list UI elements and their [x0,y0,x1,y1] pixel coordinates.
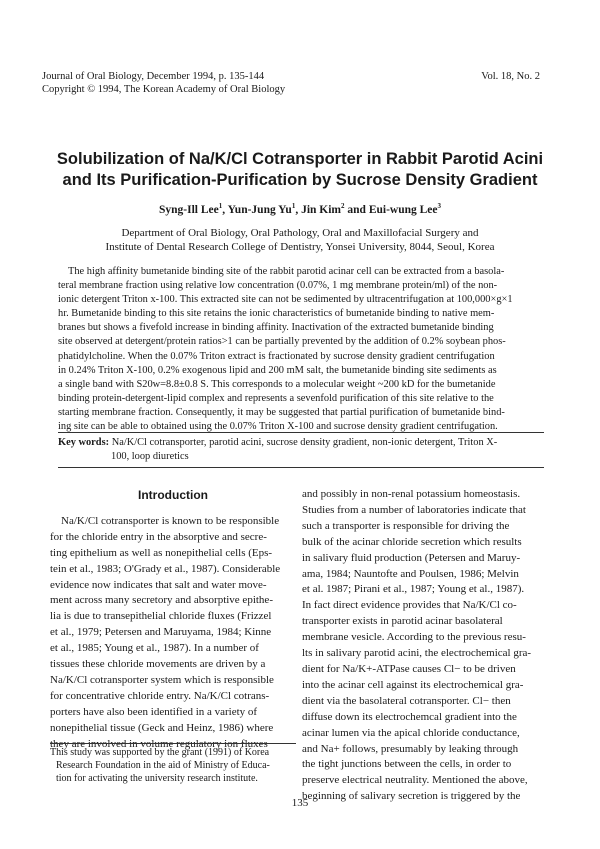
footnote [50,746,300,785]
journal-line: Journal of Oral Biology, December 1994, p. 135-144 [42,71,265,82]
footnote-line: Research Foundation in the aid of Ministry of Educa- [56,760,270,771]
abstract-line: phatidylcholine. When the 0.07% Triton extract is fractionated by sucrose density gradient centrifugation [58,350,495,362]
affiliations [0,226,600,254]
keywords-line-2: 100, loop diuretics [111,451,189,462]
affiliation-line-1: Department of Oral Biology, Oral Pathology, Oral and Maxillofacial Surgery and [121,227,479,239]
text-line: and Na+ follows, presumably by leaking through [302,742,519,755]
abstract-line: hr. Bumetanide binding to this site retains the ionic characteristics of bumetanide binding to native mem- [58,308,495,320]
abstract-line: in 0.24% Triton X-100, 0.2% exogenous lipid and 200 mM salt, the bumetanide binding site sediments as [58,364,497,376]
text-line: diffuse down its electrochemcal gradient into the [302,710,517,723]
text-line: such a transporter is responsible for driving the [302,519,510,532]
text-line: into the acinar cell against its electrochemical gra- [302,678,524,691]
text-line: lts in salivary parotid acini, the electrochemical gra- [302,647,532,660]
text-line: membrane vesicle. According to the previous resu- [302,631,526,644]
author: Jin Kim$^2$ [301,202,345,216]
abstract-line: ing site can be able to obtained using the 0.07% Triton X-100 and sucrose density gradient centrifugation. [58,421,498,433]
footnote-rule [50,743,296,744]
text-line: evidence now indicates that salt and water move- [50,578,267,591]
keywords-line-1: Na/K/Cl cotransporter, parotid acini, sucrose density gradient, non-ionic detergent, Triton X- [111,437,498,448]
text-line: for the chloride entry in the absorptive and secre- [50,530,267,543]
text-line: in salivary fluid production (Petersen and Maruy- [302,551,521,564]
abstract [58,265,544,434]
keywords-top-rule [58,432,544,433]
footnote-line: This study was supported by the grant (1991) of Korea [50,747,270,758]
text-line: dient via the basolateral cotransporter. Cl− then [302,694,511,707]
abstract-line: a single band with S20w=8.8±0.8 S. This corresponds to a molecular weight ~200 kD for the bumetanide [58,378,496,390]
page-number: 135 [291,797,309,809]
title-line-2: and Its Purification-Purification by Sucrose Density Gradient [62,171,538,189]
text-line: et al., 1979; Petersen and Maruyama, 1984; Kinne [50,626,272,639]
text-line: et al. 1987; Pirani et al., 1987; Young et al., 1987). [302,583,525,596]
journal-citation [42,70,285,96]
text-line: acinar lumen via the apical chloride conductance, [302,726,520,739]
text-line: ment across many secretory and absorptive epithe- [50,594,273,607]
abstract-line: teral membrane fraction using relative low concentration (0.07%, 1 mg membrane protein/ml) of the non- [58,280,498,292]
text-line: et al., 1985; Young et al., 1987). In a number of [50,642,259,655]
keywords-label: Key words: [58,437,110,448]
text-line: porters have also been identified in a variety of [50,705,258,718]
article-title [20,149,580,191]
text-line: nonepithelial tissue (Geck and Heinz, 1986) where [50,721,274,734]
volume-info: Vol. 18, No. 2 [481,71,540,82]
text-line: Studies from a number of laboratories indicate that [302,503,526,516]
text-line: and possibly in non-renal potassium homeostasis. [302,488,521,500]
copyright-line: Copyright © 1994, The Korean Academy of Oral Biology [42,84,286,95]
text-line: Na/K/Cl cotransporter is known to be responsible [61,514,280,527]
text-line: lia is due to transepithelial chloride fluxes (Frizzel [50,610,272,623]
abstract-line: starting membrane fraction. Consequently, it may be suggested that partial purification of bumetanide bind- [58,406,505,418]
keywords-bottom-rule [58,467,544,468]
text-line: bulk of the acinar chloride secretion which results [302,535,522,548]
text-line: ama, 1984; Nauntofte and Poulsen, 1986; Melvin [302,567,519,580]
author: Yun-Jung Yu$^1$ [227,202,296,216]
text-line: In fact direct evidence provides that Na/K/Cl co- [302,599,517,612]
text-line: tissues these chloride movements are driven by a [50,658,266,671]
text-line: Na/K/Cl cotransporter system which is responsible [50,673,274,686]
author: Syng-Ill Lee$^1$ [158,202,223,216]
text-line: for concentrative chloride entry. Na/K/Cl cotrans- [50,689,270,702]
keywords [58,436,544,464]
affiliation-line-2: Institute of Dental Research College of Dentistry, Yonsei University, 8044, Seoul, Korea [105,241,495,253]
text-line: the tight junctions between the cells, in order to [302,758,512,771]
abstract-line: ionic detergent Triton x-100. This extracted site can not be sedimented by ultracentrifugation at 100,000×g×1 [58,294,513,306]
text-line: tein et al., 1983; O'Grady et al., 1987). Considerable [50,562,281,575]
text-line: dient for Na/K+-ATPase causes Cl− to be driven [302,662,516,675]
footnote-line: tion for activating the university research institute. [56,773,258,784]
left-column [50,488,296,753]
text-line: beginning of salivary secretion is triggered by the [302,790,521,803]
text-line: ting epithelium as well as nonepithelial cells (Eps- [50,546,273,559]
abstract-line: branes but shows a fivefold increase in binding affinity. Inactivation of the extracted bumetanide binding [58,322,494,334]
author: Eui-wung Lee$^3$ [368,202,442,216]
abstract-line: site observed at detergent/protein ratios>1 can be partially prevented by the addition of 0.2% soybean phos- [58,336,506,348]
abstract-line: The high affinity bumetanide binding site of the rabbit parotid acinar cell can be extracted from a basola- [68,266,505,277]
title-line-1: Solubilization of Na/K/Cl Cotransporter in Rabbit Parotid Acini [56,150,544,168]
author-list: Syng-Ill Lee$^1$, Yun-Jung Yu$^1$, Jin Kim$^2$ and Eui-wung Lee$^3$ [158,202,442,216]
section-title-introduction: Introduction [138,488,208,502]
abstract-line: binding protein-detergent-lipid complex and represents a sevenfold purification of this site relative to the [58,392,494,404]
text-line: transporter exists in parotid acinar basolateral [302,615,503,628]
right-column [302,487,548,805]
text-line: preserve electrical neutrality. Mentioned the above, [302,774,528,787]
